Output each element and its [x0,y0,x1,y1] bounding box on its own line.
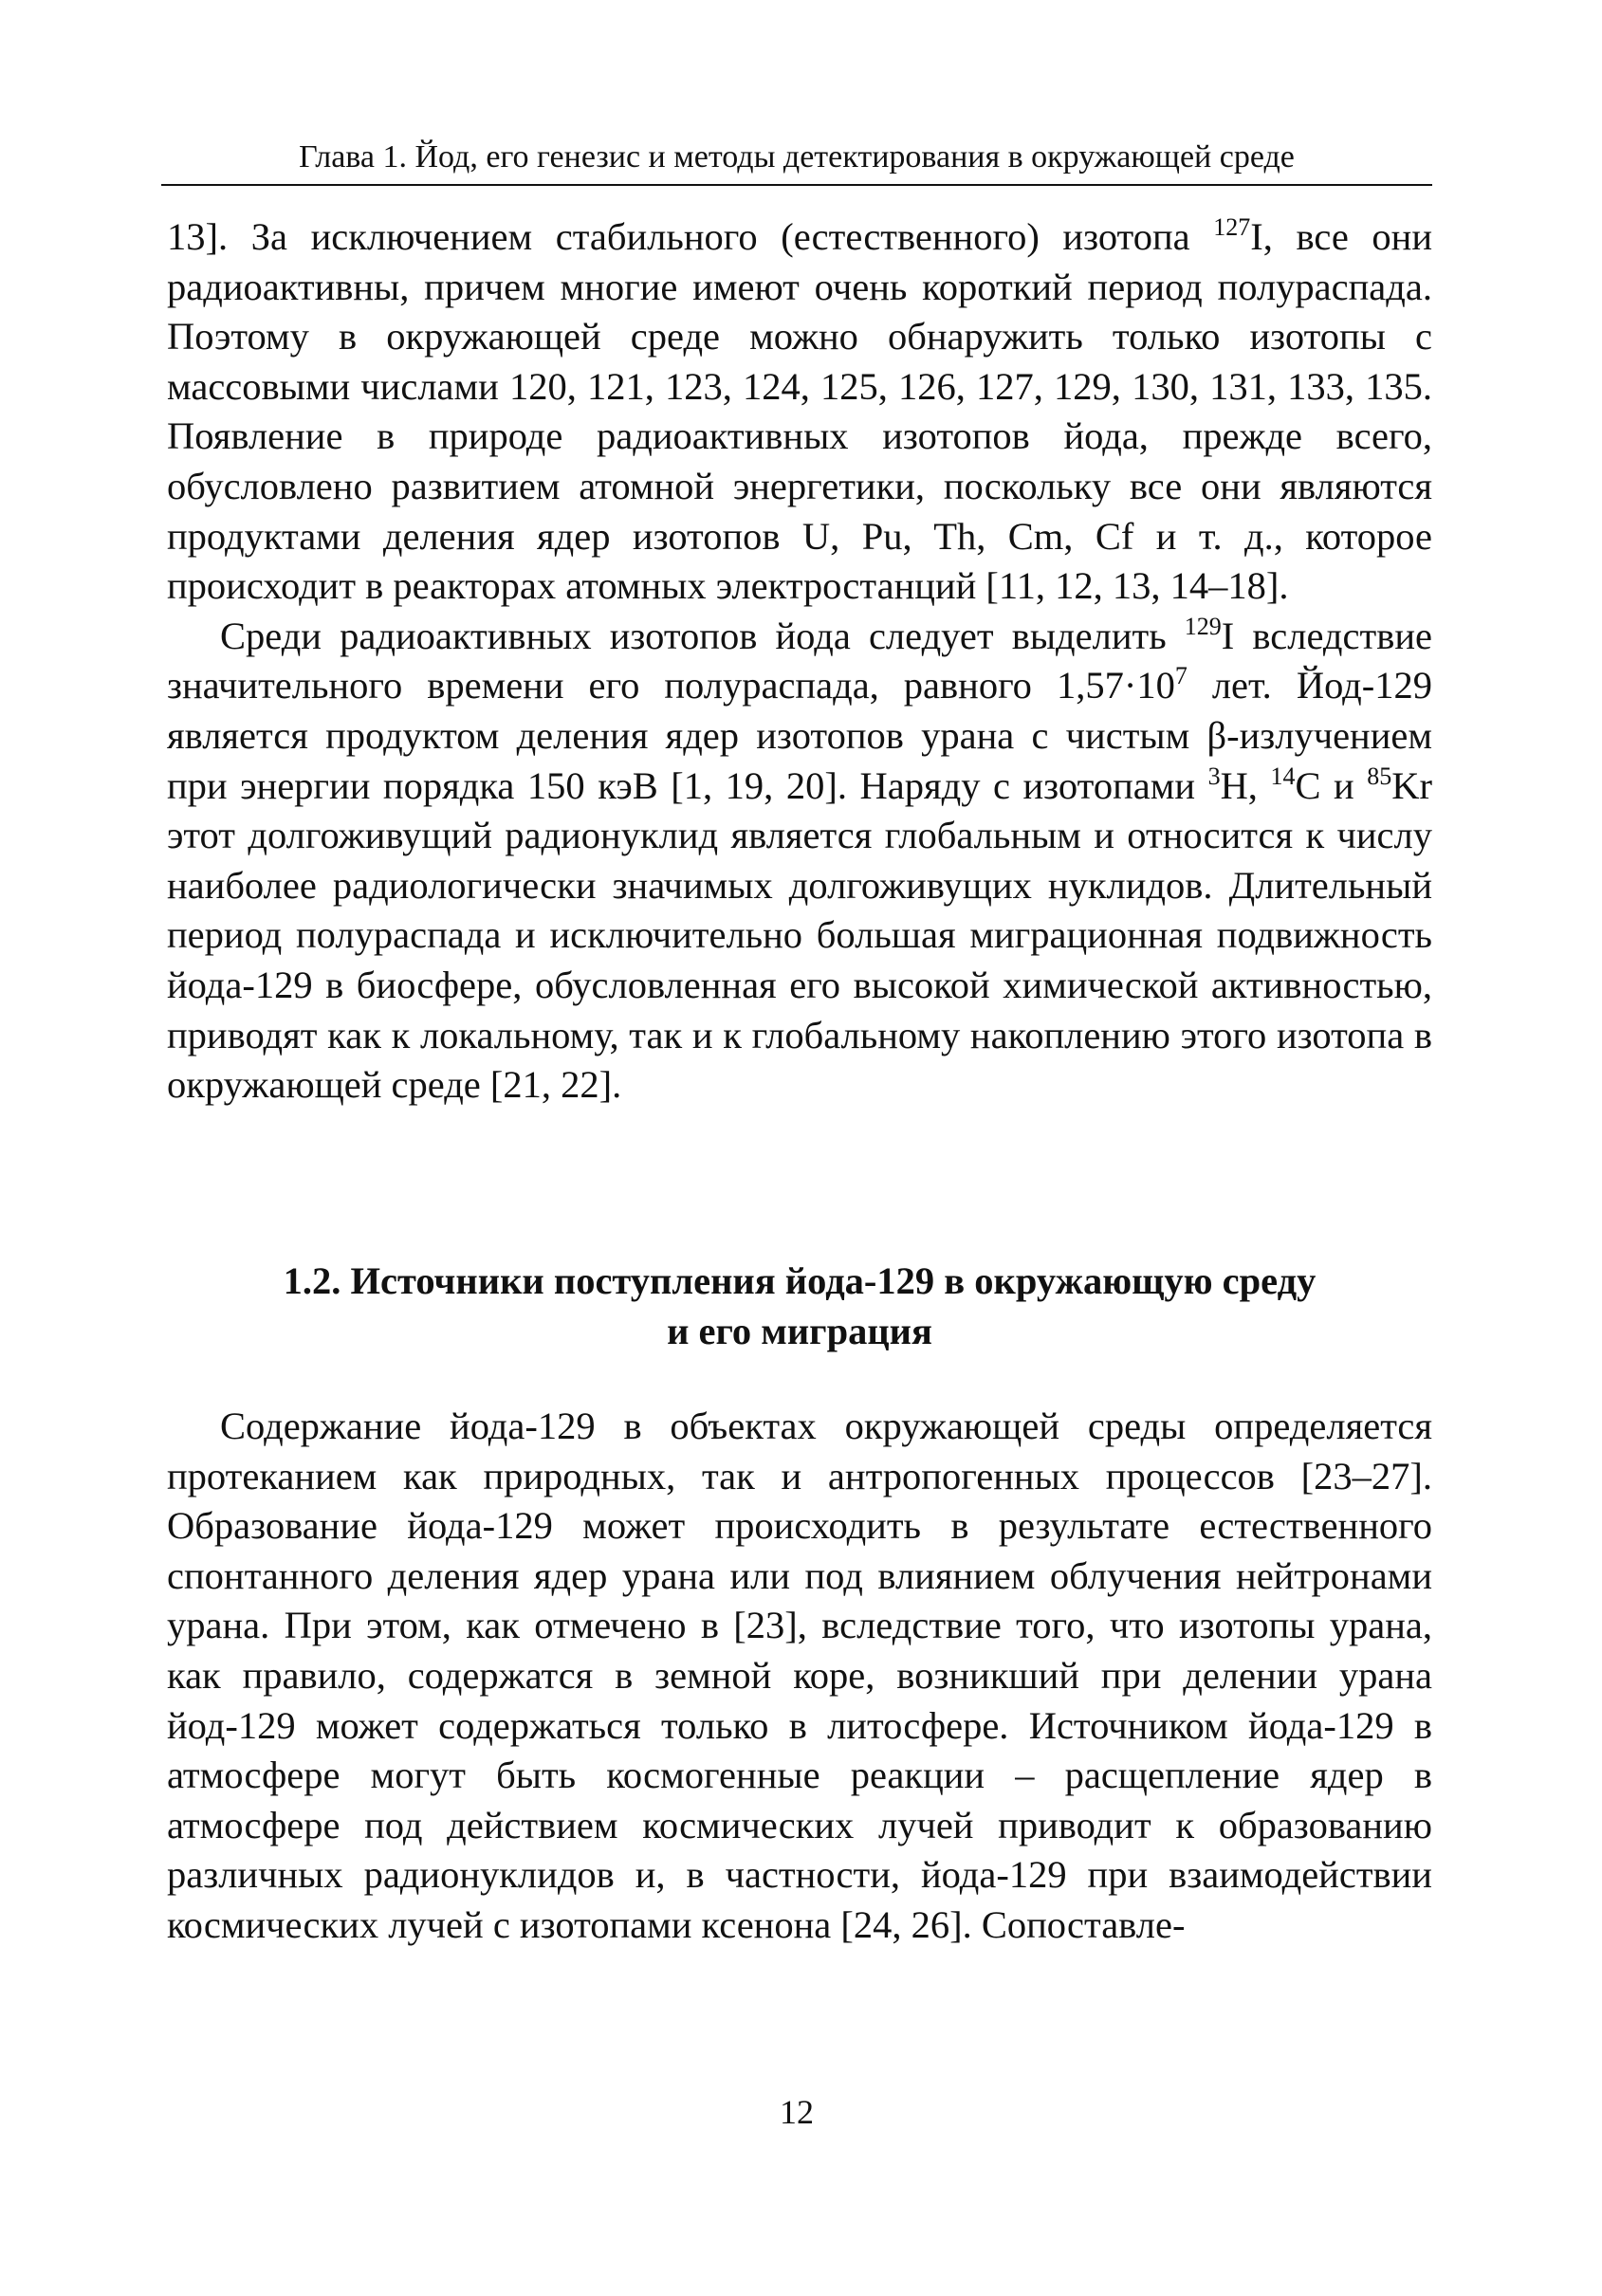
section-heading-line-2: и его миграция [667,1310,932,1352]
body-text-lower [167,1402,1432,1951]
running-header: Глава 1. Йод, его генезис и методы детектирования в окружающей среде [299,139,1295,174]
section-heading-line-1: 1.2. Источники поступления йода-129 в окружающую среду [283,1259,1317,1302]
paragraph-3: Содержание йода-129 в объектах окружающей среды определяется протеканием как природных, так и антропогенных процессов [23–27]. Образование йода-129 может происходить в результате естественного спонтанного деления ядер урана или под влиянием облучения нейтронами урана. При этом, как отмечено в [23], вследствие того, что изотопы урана, как правило, содержатся в земной коре, возникший при делении урана йод-129 может содержаться только в литосфере. Источником йода-129 в атмосфере могут быть космогенные реакции – расщепление ядер в атмосфере под действием космических лучей приводит к образованию различных радионуклидов и, в частности, йода-129 при взаимодействии космических лучей с изотопами ксенона [24, 26]. Сопоставле- [167,1405,1432,1946]
isotope-kr85-mass: 85 [1367,762,1392,790]
paragraph-2 [167,612,1432,1111]
isotope-129-mass: 129 [1184,612,1222,640]
isotope-c14-mass: 14 [1270,762,1296,790]
paragraph-1-part-1: 13]. За исключением стабильного (естественного) изотопа [167,215,1214,258]
paragraph-2-part-3: лет. Йод-129 является продуктом деления ядер изотопов урана с чистым β-излучением при энергии порядка 150 кэВ [1, 19, 20]. Наряду с изотопами [167,664,1433,807]
paragraph-1 [167,212,1432,612]
header-rule [161,184,1432,186]
page-number: 12 [780,2093,814,2131]
section-heading [167,1256,1432,1356]
paragraph-1-part-2: , все они радиоактивны, причем многие имеют очень короткий период полураспада. Поэтому в окружающей среде можно обнаружить только изотопы с массовыми числами 120, 121, 123, 124, 125, 126, 127, 129, 130, 131, 133, 135. Появление в природе радиоактивных изотопов йода, прежде всего, обусловлено развитием атомной энергетики, поскольку все они являются продуктами деления ядер изотопов U, Pu, Th, Cm, Cf и т. д., которое происходит в реакторах атомных электростанций [11, 12, 13, 14–18]. [167,215,1432,608]
body-text-upper [167,212,1432,1111]
isotope-h3-mass: 3 [1207,762,1221,790]
isotope-127-symbol: I [1250,215,1263,258]
isotope-129-symbol: I [1221,614,1235,657]
isotope-kr85-symbol: Kr [1391,763,1432,807]
paragraph-2-part-4: этот долгоживущий радионуклид является глобальным и относится к числу наиболее радиологически значимых долгоживущих нуклидов. Длительный период полураспада и исключительно большая миграционная подвижность йода-129 в биосфере, обусловленная его высокой химической активностью, приводят как к локальному, так и к глобальному накоплению этого изотопа в окружающей среде [21, 22]. [167,814,1432,1107]
isotope-127-mass: 127 [1213,213,1251,241]
paragraph-2-part-2: вследствие значительного времени его полураспада, равного 1,57·10 [167,614,1432,707]
paragraph-2-part-1: Среди радиоактивных изотопов йода следует выделить [220,614,1185,657]
half-life-exponent: 7 [1174,662,1188,690]
isotope-h3-symbol: H, [1220,763,1271,807]
isotope-c14-symbol: C и [1295,763,1368,807]
